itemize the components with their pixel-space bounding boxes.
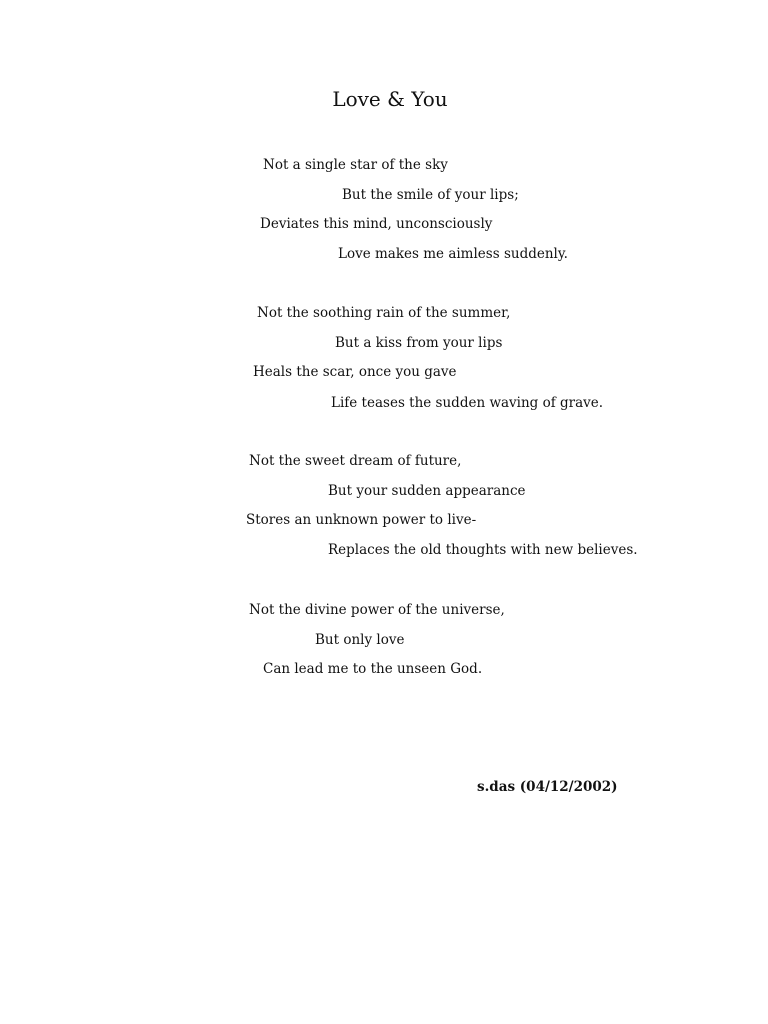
poem-line: Not a single star of the sky <box>263 157 448 173</box>
poem-line: But your sudden appearance <box>328 483 526 499</box>
poem-line: Can lead me to the unseen God. <box>263 661 483 677</box>
poem-line: But the smile of your lips; <box>342 187 519 203</box>
poem-line: But a kiss from your lips <box>335 335 503 351</box>
poem-line: Stores an unknown power to live- <box>246 512 477 528</box>
poem-line: Not the sweet dream of future, <box>249 453 462 469</box>
poem-line: Deviates this mind, unconsciously <box>260 216 493 232</box>
poem-line: But only love <box>315 632 405 648</box>
poem-line: Life teases the sudden waving of grave. <box>331 395 604 411</box>
author-signature: s.das (04/12/2002) <box>477 779 618 795</box>
poem-line: Love makes me aimless suddenly. <box>338 246 568 262</box>
poem-line: Replaces the old thoughts with new believes. <box>328 542 638 558</box>
poem-line: Not the divine power of the universe, <box>249 602 505 618</box>
poem-line: Not the soothing rain of the summer, <box>257 305 511 321</box>
poem-title: Love & You <box>332 87 448 111</box>
poem-line: Heals the scar, once you gave <box>253 364 457 380</box>
